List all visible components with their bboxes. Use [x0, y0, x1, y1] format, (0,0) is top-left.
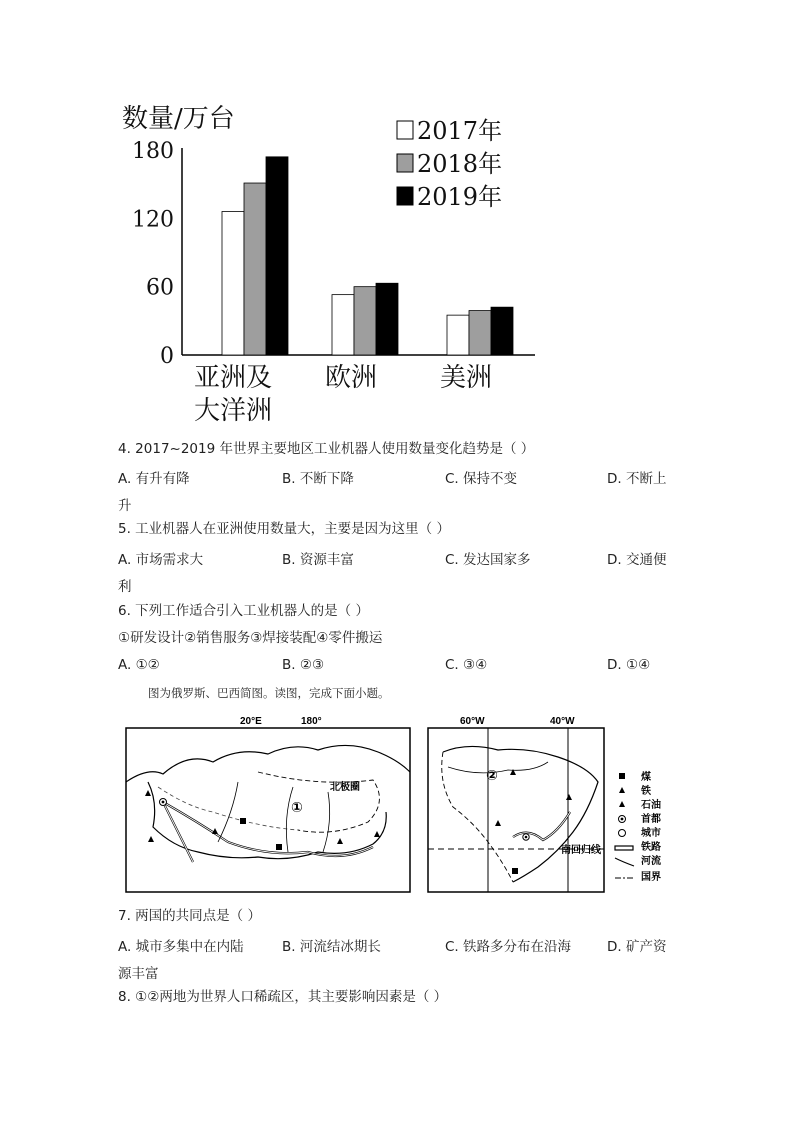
- q6-option-b[interactable]: B. ②③: [282, 657, 325, 673]
- russia-region-marker: ①: [291, 800, 303, 816]
- legend-label-1: 2018年: [417, 150, 503, 178]
- map-figure: [118, 712, 678, 898]
- q5-option-a[interactable]: A. 市场需求大: [118, 552, 204, 568]
- q5-option-d-wrap: 利: [118, 579, 132, 595]
- legend-iron-icon: [619, 787, 625, 793]
- question-5-stem: 5. 工业机器人在亚洲使用数量大，主要是因为这里（ ）: [118, 521, 450, 537]
- brazil-map: [428, 716, 604, 892]
- q7-option-c[interactable]: C. 铁路多分布在沿海: [445, 939, 572, 955]
- brazil-region-marker: ②: [486, 768, 498, 784]
- bar-2-0: [447, 315, 469, 355]
- question-6-items: ①研发设计②销售服务③焊接装配④零件搬运: [118, 630, 383, 646]
- q4-option-c[interactable]: C. 保持不变: [445, 471, 518, 487]
- question-4-stem: 4. 2017~2019 年世界主要地区工业机器人使用数量变化趋势是（ ）: [118, 441, 535, 457]
- legend-city-icon: [619, 830, 626, 837]
- q6-option-a[interactable]: A. ①②: [118, 657, 160, 673]
- legend-railway: 铁路: [641, 842, 661, 853]
- x-category-label-0-line2: 大洋洲: [194, 396, 273, 426]
- question-8-stem: 8. ①②两地为世界人口稀疏区，其主要影响因素是（ ）: [118, 989, 448, 1005]
- q6-option-c[interactable]: C. ③④: [445, 657, 488, 673]
- bar-0-0: [222, 212, 244, 356]
- bar-0-2: [266, 157, 288, 355]
- brazil-lon-40w: 40°W: [550, 716, 575, 727]
- russia-lon-180: 180°: [301, 716, 322, 727]
- bar-2-2: [491, 307, 513, 355]
- russia-lon-20e: 20°E: [240, 716, 262, 727]
- q7-option-b[interactable]: B. 河流结冰期长: [282, 939, 381, 955]
- bar-1-1: [354, 287, 376, 355]
- y-tick-label-1: 60: [146, 275, 174, 301]
- legend-railway-icon: [615, 846, 633, 850]
- y-tick-label-3: 180: [132, 139, 174, 164]
- arctic-circle-label: 北极圈: [330, 782, 360, 793]
- legend-oil-icon: [619, 801, 625, 807]
- q4-option-a[interactable]: A. 有升有降: [118, 471, 190, 487]
- legend-coal: 煤: [641, 772, 651, 783]
- bar-1-0: [332, 295, 354, 355]
- map-intro-text: 图为俄罗斯、巴西简图。读图，完成下面小题。: [148, 686, 390, 700]
- legend-coal-icon: [619, 773, 625, 779]
- q7-option-d-wrap: 源丰富: [118, 966, 159, 982]
- q5-option-b[interactable]: B. 资源丰富: [282, 552, 354, 568]
- question-6-stem: 6. 下列工作适合引入工业机器人的是（ ）: [118, 603, 369, 619]
- legend-oil: 石油: [641, 800, 661, 811]
- q4-option-d[interactable]: D. 不断上: [607, 471, 667, 487]
- y-tick-label-2: 120: [132, 207, 174, 233]
- q7-option-d[interactable]: D. 矿产资: [607, 939, 667, 955]
- russia-map: [126, 716, 410, 892]
- legend-swatch-0: [397, 121, 413, 139]
- legend-river: 河流: [641, 856, 661, 867]
- chart-ylabel: 数量/万台: [122, 104, 235, 134]
- legend-iron: 铁: [641, 786, 651, 797]
- map-legend: [615, 770, 661, 883]
- tropic-label: 南回归线: [561, 845, 601, 856]
- bar-0-1: [244, 183, 266, 355]
- bar-chart: [110, 95, 570, 435]
- q5-option-c[interactable]: C. 发达国家多: [445, 552, 531, 568]
- y-tick-label-0: 0: [160, 344, 174, 369]
- legend-city: 城市: [641, 828, 661, 839]
- bar-1-2: [376, 283, 398, 355]
- legend-swatch-2: [397, 187, 413, 205]
- question-7-stem: 7. 两国的共同点是（ ）: [118, 908, 261, 924]
- q4-option-d-wrap: 升: [118, 498, 132, 514]
- bar-2-1: [469, 311, 491, 355]
- x-category-label-0: 亚洲及: [194, 363, 273, 393]
- x-category-label-1: 欧洲: [325, 363, 378, 393]
- legend-label-2: 2019年: [417, 183, 503, 211]
- legend-swatch-1: [397, 154, 413, 172]
- legend-label-0: 2017年: [417, 117, 503, 145]
- legend-capital: 首都: [641, 814, 661, 825]
- legend-river-icon: [615, 858, 634, 866]
- brazil-lon-60w: 60°W: [460, 716, 485, 727]
- legend-border: 国界: [641, 872, 661, 883]
- q7-option-a[interactable]: A. 城市多集中在内陆: [118, 939, 244, 955]
- q4-option-b[interactable]: B. 不断下降: [282, 471, 354, 487]
- x-category-label-2: 美洲: [440, 363, 493, 393]
- q6-option-d[interactable]: D. ①④: [607, 657, 651, 673]
- q5-option-d[interactable]: D. 交通便: [607, 552, 667, 568]
